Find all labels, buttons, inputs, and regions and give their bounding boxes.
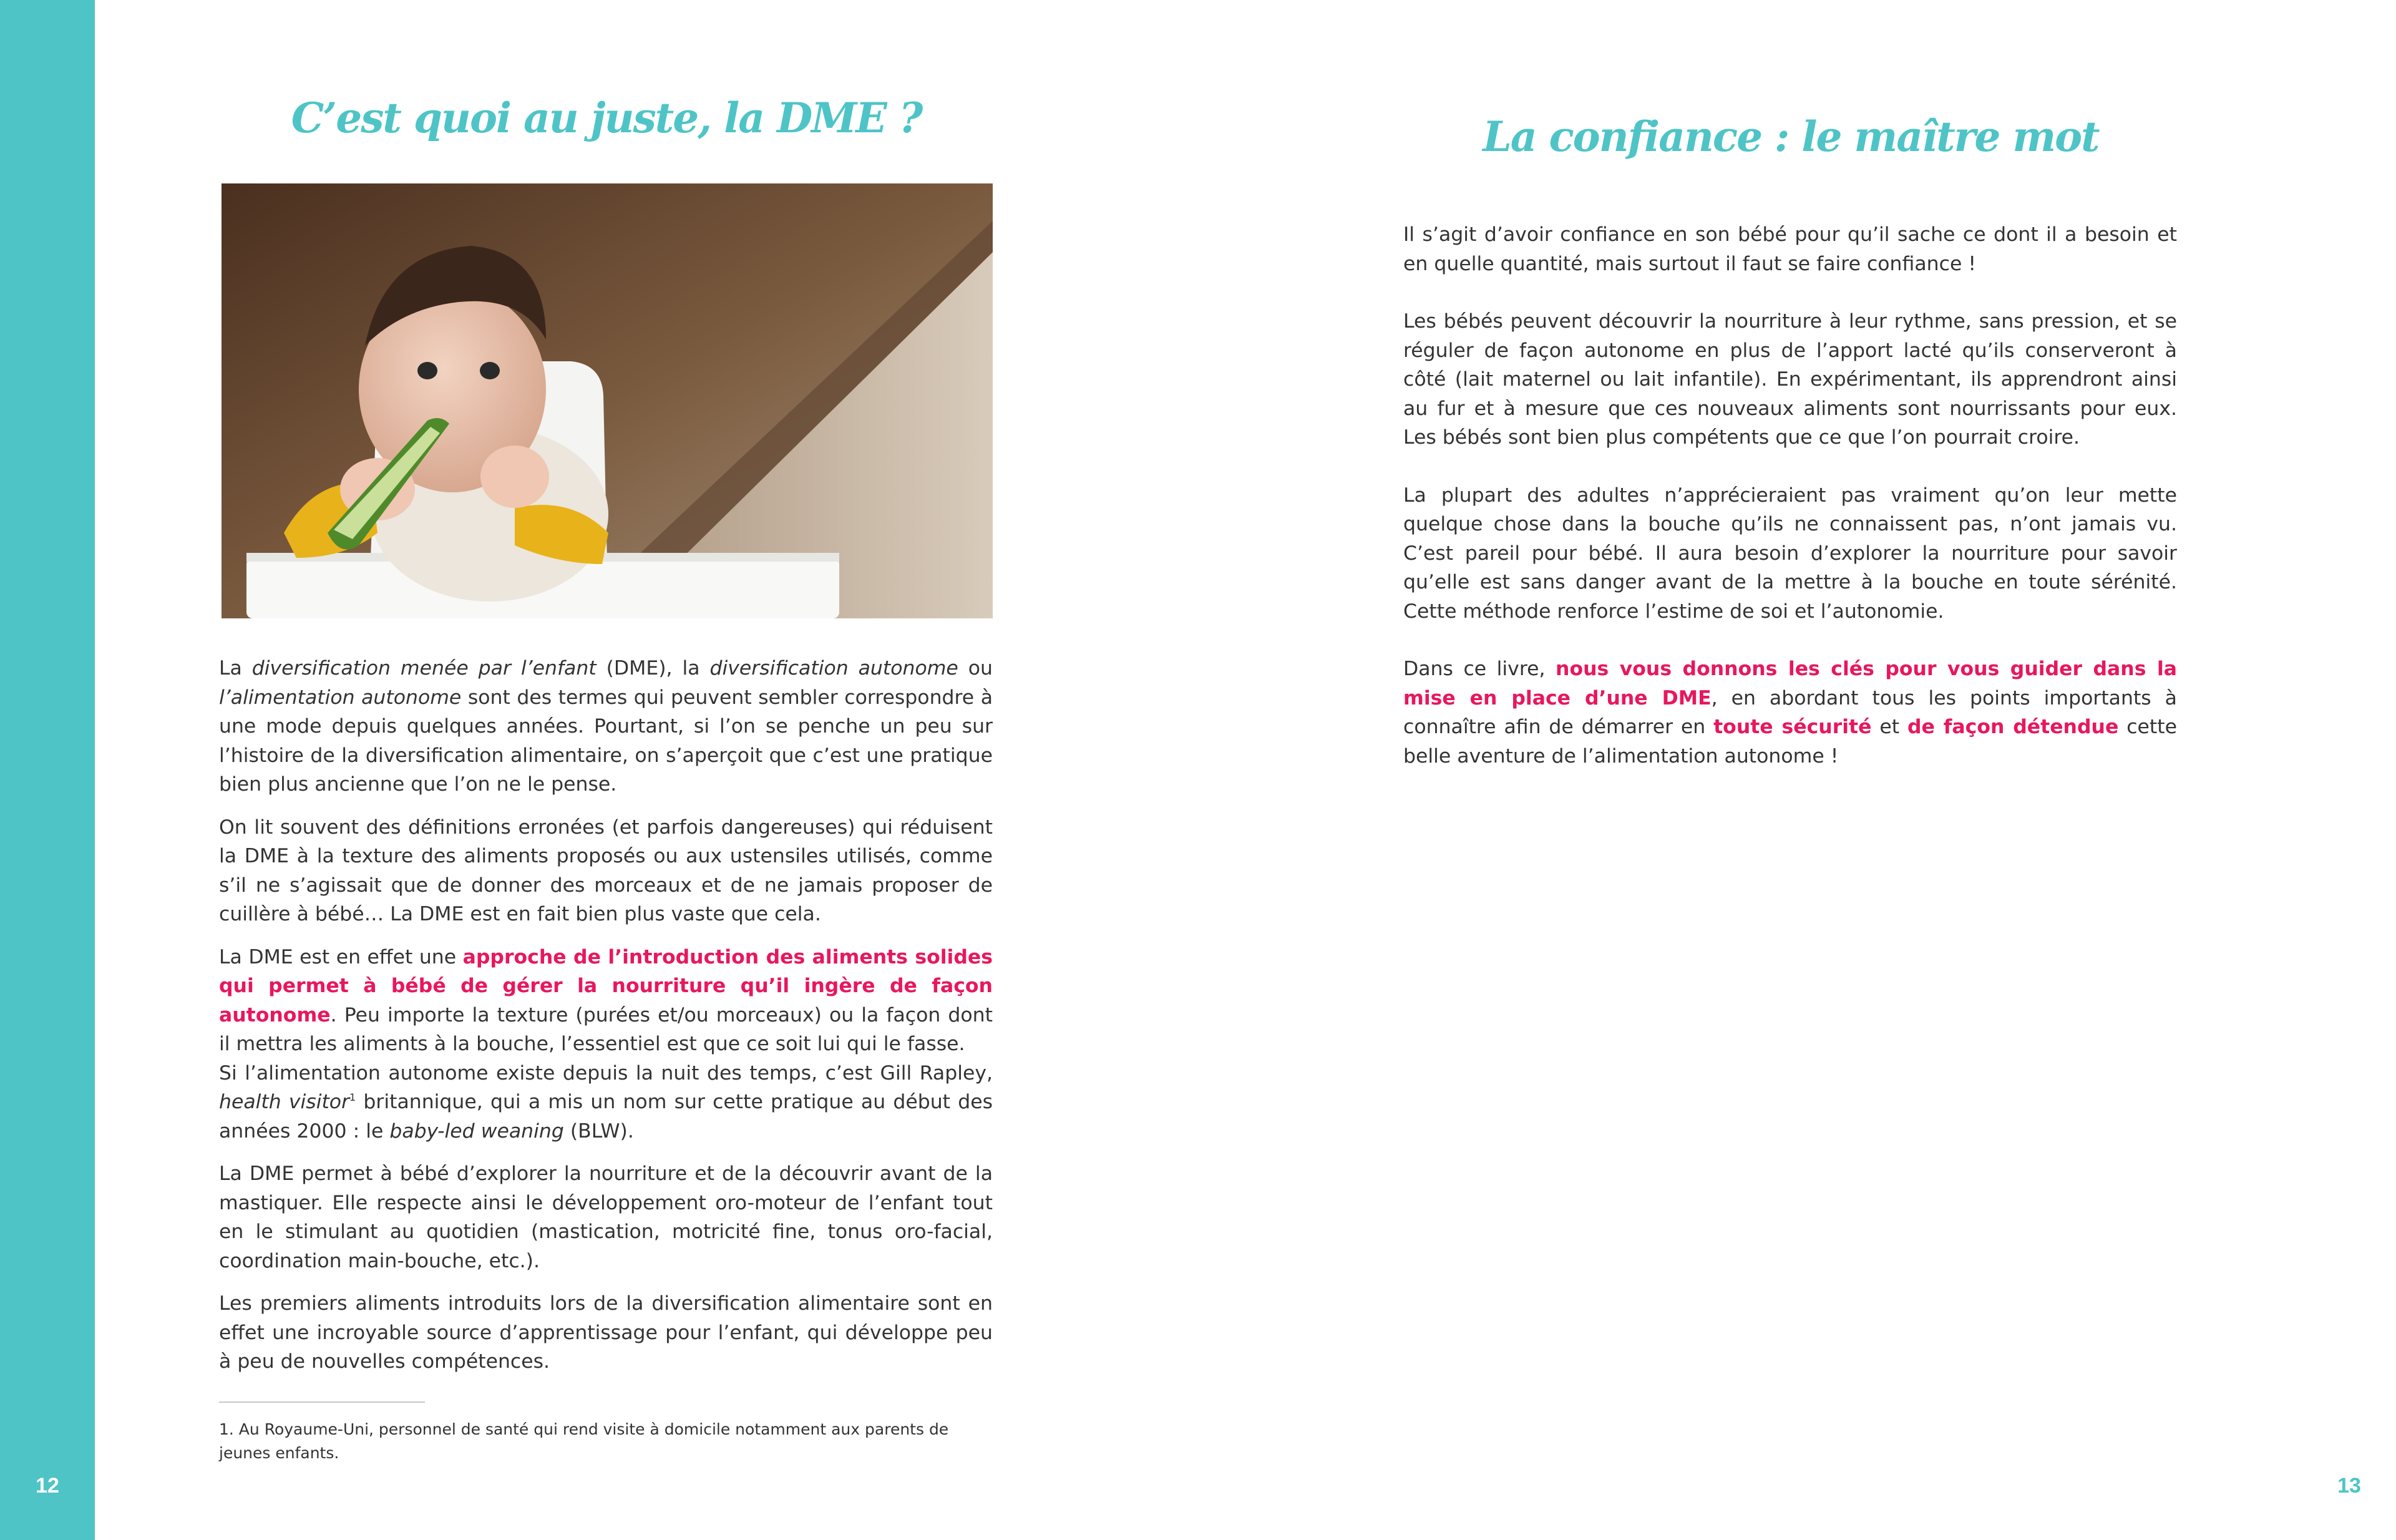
left-paragraph-2: On lit souvent des définitions erronées (et parfois dangereuses) qui réduisent la DME à la texture des aliments proposés ou aux ustensiles utilisés, comme s’il ne s’agissait que de donner des morceaux et de ne jamais proposer de cuillère à bébé… La DME est en fait bien plus vaste que cela. — [219, 816, 993, 925]
left-paragraph-4: La DME permet à bébé d’explorer la nourriture et de la découvrir avant de la mastiquer. Elle respecte ainsi le développement oro-moteur de l’enfant tout en le stimulant au quotidien (mastication, motricité fine, tonus oro-facial, coordination main-bouche, etc.). — [219, 1162, 993, 1272]
footnote-ref: 1 — [349, 1091, 356, 1103]
right-page-title: La confiance : le maître mot — [1483, 112, 2099, 161]
highlight-safety: toute sécurité — [1713, 716, 1872, 738]
footnote: 1. Au Royaume-Uni, personnel de santé qui rend visite à domicile notamment aux parents de jeunes enfants. — [219, 1420, 949, 1462]
left-body-text — [219, 654, 993, 1390]
right-paragraph-4: Dans ce livre, nous vous donnons les clés pour vous guider dans la mise en place d’une DME, en abordant tous les points importants à connaître afin de démarrer en toute sécurité et de façon détendue cette belle aventure de l’alimentation autonome ! — [1403, 658, 2178, 768]
left-paragraph-5: Les premiers aliments introduits lors de la diversification alimentaire sont en effet une incroyable source d’apprentissage pour l’enfant, qui développe peu à peu de nouvelles compétences. — [219, 1292, 993, 1373]
left-paragraph-1: La diversification menée par l’enfant (DME), la diversification autonome ou l’alimentation autonome sont des termes qui peuvent sembler correspondre à une mode depuis quelques années. Pourtant, si l’on se penche un peu sur l’histoire de la diversification alimentaire, on s’aperçoit que c’est une pratique bien plus ancienne que l’on ne le pense. — [219, 657, 993, 796]
footnote-rule — [219, 1401, 425, 1403]
left-paragraph-3: La DME est en effet une approche de l’introduction des aliments solides qui permet à bébé de gérer la nourriture qu’il ingère de façon autonome. Peu importe la texture (purées et/ou morceaux) ou la façon dont il mettra les aliments à la bouche, l’essentiel est que ce soit lui qui le fasse. Si l’alimentation autonome existe depuis la nuit des temps, c’est Gill Rapley, health visitor$^1$ britannique, qui a mis un nom sur cette pratique au début des années 2000 : le baby-led weaning (BLW). — [219, 945, 993, 1143]
page-number-left: 12 — [36, 1474, 59, 1498]
right-paragraph-3: La plupart des adultes n’apprécieraient pas vraiment qu’on leur mette quelque chose dans la bouche qu’ils ne connaissent pas, n’ont jamais vu. C’est pareil pour bébé. Il aura besoin d’explorer la nourriture pour savoir qu’elle est sans danger avant de la mettre à la bouche en toute sérénité. Cette méthode renforce l’estime de soi et l’autonomie. — [1403, 484, 2177, 623]
highlight-definition: approche de l’introduction des aliments solides qui permet à bébé de gérer la nourriture qu’il ingère de façon autonome — [219, 945, 993, 1026]
baby-photo — [222, 183, 993, 618]
left-page-title: C’est quoi au juste, la DME ? — [291, 94, 922, 142]
right-body-text — [1403, 220, 2177, 799]
highlight-relaxed: de façon détendue — [1907, 716, 2119, 738]
highlight-book-goal: nous vous donnons les clés pour vous guider dans la mise en place d’une DME — [1403, 658, 2178, 709]
right-paragraph-1: Il s’agit d’avoir confiance en son bébé pour qu’il sache ce dont il a besoin et en quelle quantité, mais surtout il faut se faire confiance ! — [1403, 223, 2177, 275]
right-paragraph-2: Les bébés peuvent découvrir la nourriture à leur rythme, sans pression, et se réguler de façon autonome en plus de l’apport lacté qu’ils conserveront à côté (lait maternel ou lait infantile). En expérimentant, ils apprendront ainsi au fur et à mesure que ces nouveaux aliments sont nourrissants pour eux. Les bébés sont bien plus compétents que ce que l’on pourrait croire. — [1403, 310, 2177, 449]
page-number-right: 13 — [2337, 1474, 2361, 1498]
left-color-band — [0, 0, 95, 1540]
